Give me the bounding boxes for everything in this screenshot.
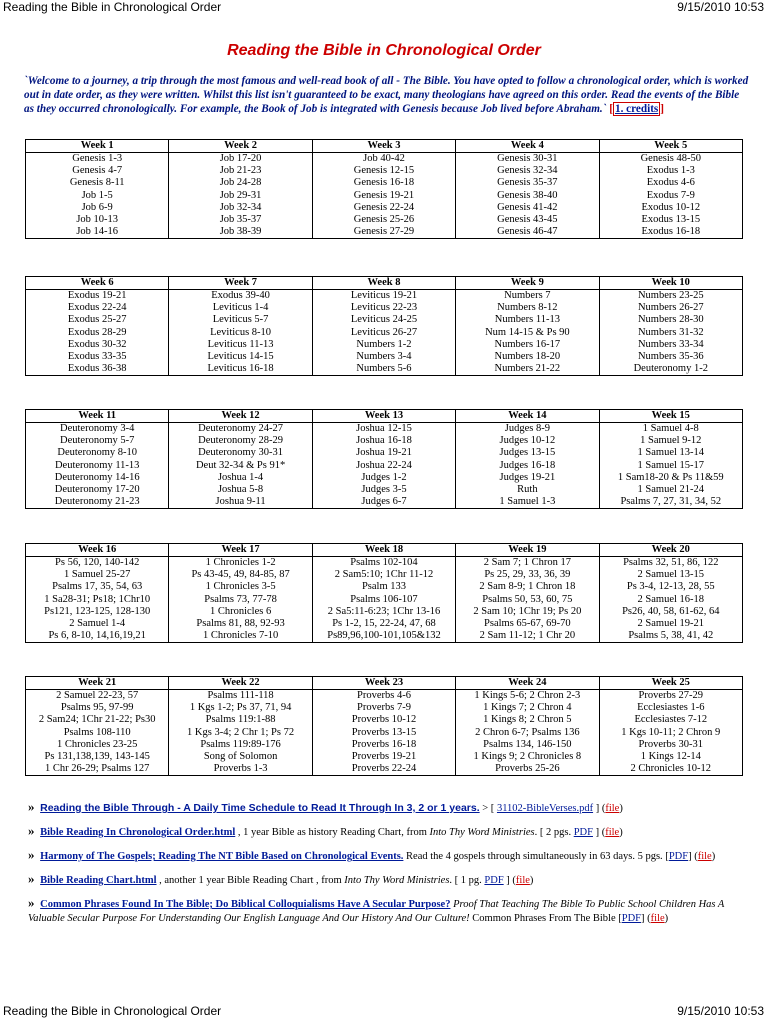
week-readings (26, 557, 169, 643)
reading-item: 1 Samuel 15-17 (637, 459, 705, 471)
credits-link[interactable]: 1. credits (614, 103, 659, 115)
reading-item: Numbers 31-32 (637, 326, 704, 338)
week-readings (26, 423, 169, 509)
footer-title: Reading the Bible in Chronological Order (3, 1004, 222, 1018)
week-header: Week 16 (26, 544, 169, 557)
reading-item: 1 Chronicles 3-5 (205, 581, 276, 593)
week-header: Week 24 (456, 677, 599, 690)
reading-item: 1 Chr 26-29; Psalms 127 (44, 763, 150, 775)
reading-item: Joshua 22-24 (356, 459, 412, 471)
reading-item: Joshua 16-18 (356, 435, 412, 447)
reading-item: 2 Sam 11-12; 1 Chr 20 (479, 630, 576, 642)
reading-item: Judges 1-2 (361, 471, 407, 483)
harmony-gospels-link[interactable]: Harmony of The Gospels; Reading The NT Bible Based on Chronological Events. (40, 851, 404, 862)
file-link[interactable]: file (697, 851, 712, 862)
reading-item: Deuteronomy 8-10 (57, 447, 137, 459)
reading-item: Proverbs 22-24 (351, 763, 417, 775)
file-link[interactable]: file (605, 827, 620, 838)
reading-item: Proverbs 25-26 (495, 763, 560, 775)
week-header: Week 1 (26, 140, 169, 153)
reading-item: 2 Chronicles 10-12 (630, 763, 712, 775)
reading-item: Psalms 65-67, 69-70 (484, 618, 571, 630)
reading-item: Numbers 26-27 (637, 302, 704, 314)
reading-item: Numbers 35-36 (637, 351, 704, 363)
reading-item: 2 Samuel 19-21 (637, 618, 705, 630)
reading-item: Job 21-23 (219, 165, 262, 177)
reading-item: Genesis 12-15 (353, 165, 415, 177)
reading-item: Judges 3-5 (361, 484, 407, 496)
week-header: Week 10 (599, 277, 742, 290)
arrow-icon: » (28, 823, 35, 838)
reading-item: 1 Samuel 1-3 (499, 496, 556, 508)
reading-item: Job 17-20 (219, 153, 262, 164)
reading-item: Judges 8-9 (504, 423, 550, 434)
pdf-link[interactable]: PDF (621, 913, 641, 924)
reading-item: Psalms 102-104 (350, 557, 418, 568)
link-item: » Bible Reading Chart.html , another 1 year Bible Reading Chart , from Into Thy Word Ministries. [ 1 pg. PDF ] (file) (28, 871, 534, 886)
reading-item: Joshua 1-4 (217, 471, 264, 483)
week-readings (312, 690, 455, 776)
reading-item: Exodus 7-9 (646, 189, 695, 201)
reading-item: Job 24-28 (219, 177, 262, 189)
reading-item: Leviticus 19-21 (350, 290, 418, 301)
reading-item: Ps 3-4, 12-13, 28, 55 (626, 581, 715, 593)
reading-item: Numbers 23-25 (637, 290, 704, 301)
reading-item: Exodus 10-12 (641, 201, 701, 213)
reading-item: 1 Chronicles 7-10 (202, 630, 279, 642)
week-readings (599, 423, 742, 509)
reading-item: Deuteronomy 14-16 (54, 471, 140, 483)
header-title: Reading the Bible in Chronological Order (3, 0, 222, 14)
reading-item: Judges 16-18 (499, 459, 556, 471)
reading-item: Proverbs 13-15 (351, 726, 417, 738)
reading-item: Ps89,96,100-101,105&132 (327, 630, 441, 642)
week-readings (312, 557, 455, 643)
link-item: » Harmony of The Gospels; Reading The NT Bible Based on Chronological Events. Read the 4 gospels through simultaneously in 63 days. 5 pgs. [PDF] (file) (28, 847, 716, 862)
week-readings (456, 423, 599, 509)
reading-item: Judges 13-15 (499, 447, 556, 459)
reading-item: Psalms 108-110 (63, 726, 131, 738)
reading-item: Exodus 13-15 (641, 214, 701, 226)
week-readings (456, 690, 599, 776)
reading-item: Judges 19-21 (499, 471, 556, 483)
week-table (25, 276, 743, 376)
reading-item: Exodus 28-29 (67, 326, 127, 338)
reading-item: Deuteronomy 1-2 (633, 363, 708, 375)
reading-item: Leviticus 1-4 (212, 302, 269, 314)
reading-item: Joshua 19-21 (356, 447, 412, 459)
reading-item: Deut 32-34 & Ps 91* (195, 459, 286, 471)
reading-item: Exodus 33-35 (67, 351, 127, 363)
week-header: Week 17 (169, 544, 312, 557)
week-header: Week 15 (599, 410, 742, 423)
reading-item: Numbers 3-4 (356, 351, 412, 363)
reading-item: Genesis 8-11 (69, 177, 125, 189)
reading-item: Leviticus 5-7 (212, 314, 269, 326)
reading-item: Ps26, 40, 58, 61-62, 64 (622, 605, 720, 617)
week-readings (26, 153, 169, 239)
reading-item: Numbers 18-20 (494, 351, 561, 363)
reading-item: Proverbs 30-31 (638, 738, 703, 750)
week-header: Week 5 (599, 140, 742, 153)
reading-item: 2 Sam 8-9; 1 Chron 18 (479, 581, 576, 593)
reading-item: Ecclesiastes 7-12 (634, 714, 708, 726)
week-readings (169, 153, 312, 239)
reading-item: Joshua 12-15 (356, 423, 412, 434)
reading-item: Job 14-16 (76, 226, 119, 238)
reading-item: 2 Chron 6-7; Psalms 136 (475, 726, 580, 738)
reading-item: Ps 56, 120, 140-142 (55, 557, 140, 568)
reading-item: Numbers 1-2 (356, 338, 412, 350)
reading-item: Genesis 43-45 (497, 214, 558, 226)
reading-item: 1 Kings 9; 2 Chronicles 8 (473, 751, 582, 763)
reading-item: Psalms 106-107 (350, 593, 418, 605)
reading-item: Genesis 27-29 (353, 226, 415, 238)
footer-datetime: 9/15/2010 10:53 (677, 1004, 764, 1018)
reading-item: Numbers 28-30 (637, 314, 704, 326)
reading-item: Leviticus 22-23 (350, 302, 418, 314)
reading-item: Ps121, 123-125, 128-130 (44, 605, 151, 617)
reading-item: Exodus 1-3 (646, 165, 695, 177)
file-link[interactable]: file (605, 803, 620, 814)
week-table (25, 676, 743, 776)
reading-item: Ecclesiastes 1-6 (637, 702, 705, 714)
reading-item: 2 Sam24; 1Chr 21-22; Ps30 (38, 714, 156, 726)
file-link[interactable]: file (650, 913, 665, 924)
reading-item: Deuteronomy 24-27 (198, 423, 284, 434)
week-readings (169, 290, 312, 376)
reading-item: Psalms 134, 146-150 (483, 738, 572, 750)
reading-item: 2 Sam 10; 1Chr 19; Ps 20 (473, 605, 582, 617)
page-title: Reading the Bible in Chronological Order (227, 42, 541, 59)
reading-item: Job 6-9 (81, 201, 113, 213)
reading-item: 1 Kings 12-14 (640, 751, 701, 763)
reading-item: Proverbs 7-9 (357, 702, 411, 714)
reading-item: Psalms 73, 77-78 (204, 593, 277, 605)
reading-item: Exodus 22-24 (67, 302, 127, 314)
reading-item: Psalms 95, 97-99 (60, 702, 134, 714)
reading-item: Exodus 4-6 (646, 177, 695, 189)
reading-item: Psalms 50, 53, 60, 75 (482, 593, 573, 605)
reading-item: 1 Samuel 4-8 (642, 423, 699, 434)
reading-item: Job 1-5 (81, 189, 113, 201)
week-header: Week 6 (26, 277, 169, 290)
reading-item: Ps 43-45, 49, 84-85, 87 (191, 569, 290, 581)
reading-item: Genesis 32-34 (497, 165, 558, 177)
reading-item: Psalms 32, 51, 86, 122 (623, 557, 719, 568)
reading-item: Exodus 25-27 (67, 314, 127, 326)
common-phrases-link[interactable]: Common Phrases Found In The Bible; Do Biblical Colloquialisms Have A Secular Purpose? (40, 899, 451, 910)
reading-item: 2 Samuel 13-15 (637, 569, 705, 581)
header-datetime: 9/15/2010 10:53 (677, 0, 764, 14)
reading-item: 2 Samuel 1-4 (69, 618, 126, 630)
reading-item: 2 Samuel 22-23, 57 (56, 690, 139, 701)
reading-item: Judges 6-7 (361, 496, 407, 508)
reading-item: 1 Sam18-20 & Ps 11&59 (617, 471, 724, 483)
reading-item: 1 Chronicles 1-2 (205, 557, 276, 568)
reading-chart-link[interactable]: Bible Reading Chart.html (40, 875, 157, 886)
reading-item: Exodus 36-38 (67, 363, 127, 375)
credits-link-wrap: [ 1. credits ] (609, 103, 665, 115)
week-header: Week 3 (312, 140, 455, 153)
week-header: Week 20 (599, 544, 742, 557)
reading-item: 1 Kgs 3-4; 2 Chr 1; Ps 72 (187, 726, 295, 738)
reading-item: 1 Samuel 13-14 (637, 447, 705, 459)
reading-item: Genesis 1-3 (72, 153, 123, 164)
week-header: Week 25 (599, 677, 742, 690)
reading-item: 1 Kings 5-6; 2 Chron 2-3 (474, 690, 581, 701)
reading-item: Genesis 46-47 (497, 226, 558, 238)
reading-item: Exodus 30-32 (67, 338, 127, 350)
week-header: Week 8 (312, 277, 455, 290)
reading-item: Exodus 16-18 (641, 226, 701, 238)
reading-item: Proverbs 27-29 (638, 690, 703, 701)
week-readings (456, 557, 599, 643)
reading-item: Deuteronomy 21-23 (54, 496, 140, 508)
reading-item: 1 Kgs 10-11; 2 Chron 9 (621, 726, 721, 738)
reading-item: Deuteronomy 3-4 (60, 423, 135, 434)
week-readings (169, 690, 312, 776)
reading-item: Job 40-42 (363, 153, 405, 164)
arrow-icon: » (28, 871, 35, 886)
intro-text: `Welcome to a journey, a trip through the most famous and well-read book of all - The Bible. You have opted to follow a chronological order, which is worked out in date order, as they were written. Whilst this list isn't guaranteed to be exact, many theologians have agreed on this order. Read the events of the Bible as they occurred chronologically. For example, the Book of Job is integrated with Genesis because Job lived before Abraham.` (24, 75, 749, 115)
reading-item: Deuteronomy 5-7 (60, 435, 135, 447)
reading-item: Joshua 9-11 (215, 496, 266, 508)
week-readings (456, 290, 599, 376)
arrow-icon: » (28, 799, 35, 814)
week-table (25, 409, 743, 509)
reading-item: Proverbs 10-12 (351, 714, 417, 726)
reading-item: Job 32-34 (219, 201, 262, 213)
chronological-order-link[interactable]: Bible Reading In Chronological Order.html (40, 827, 236, 838)
reading-item: Psalms 17, 35, 54, 63 (52, 581, 143, 593)
week-readings (312, 423, 455, 509)
reading-item: Deuteronomy 28-29 (198, 435, 284, 447)
week-readings (169, 557, 312, 643)
reading-item: Genesis 41-42 (497, 201, 558, 213)
week-readings (599, 557, 742, 643)
reading-item: Leviticus 26-27 (350, 326, 418, 338)
reading-item: Leviticus 11-13 (207, 338, 274, 350)
reading-item: 1 Kings 8; 2 Chron 5 (483, 714, 572, 726)
reading-item: Ps 25, 29, 33, 36, 39 (484, 569, 571, 581)
intro-paragraph (24, 74, 750, 116)
week-header: Week 7 (169, 277, 312, 290)
reading-item: Ps 1-2, 15, 22-24, 47, 68 (332, 618, 436, 630)
week-readings (312, 290, 455, 376)
reading-item: Genesis 4-7 (72, 165, 123, 177)
reading-item: Psalms 81, 88, 92-93 (196, 618, 285, 630)
reading-item: Proverbs 4-6 (357, 690, 411, 701)
reading-item: Leviticus 16-18 (207, 363, 274, 375)
reading-item: Num 14-15 & Ps 90 (485, 326, 570, 338)
reading-item: Proverbs 16-18 (351, 738, 417, 750)
reading-item: Job 38-39 (219, 226, 262, 238)
print-header (0, 0, 768, 18)
reading-item: Leviticus 14-15 (207, 351, 274, 363)
reading-item: Judges 10-12 (499, 435, 556, 447)
link-item: » Reading the Bible Through - A Daily Time Schedule to Read It Through In 3, 2 or 1 years. > [ 31102-BibleVerses.pdf ] (file) (28, 799, 623, 814)
link-item: » Bible Reading In Chronological Order.html , 1 year Bible as history Reading Chart, from Into Thy Word Ministries. [ 2 pgs. PDF ] (file) (28, 823, 623, 838)
week-readings (312, 153, 455, 239)
reading-item: Genesis 38-40 (497, 189, 558, 201)
reading-item: Numbers 11-13 (494, 314, 560, 326)
daily-schedule-link[interactable]: Reading the Bible Through - A Daily Time Schedule to Read It Through In 3, 2 or 1 years. (40, 802, 480, 814)
week-readings (169, 423, 312, 509)
reading-item: Numbers 33-34 (637, 338, 704, 350)
reading-item: Genesis 35-37 (497, 177, 558, 189)
reading-item: Leviticus 8-10 (210, 326, 272, 338)
week-readings (26, 290, 169, 376)
reading-item: Job 10-13 (76, 214, 119, 226)
reading-item: Genesis 48-50 (640, 153, 701, 164)
reading-item: 2 Sam5:10; 1Chr 11-12 (334, 569, 434, 581)
reading-item: Numbers 16-17 (494, 338, 561, 350)
reading-item: Proverbs 19-21 (351, 751, 417, 763)
reading-item: Deuteronomy 11-13 (54, 459, 140, 471)
week-header: Week 21 (26, 677, 169, 690)
week-header: Week 22 (169, 677, 312, 690)
week-header: Week 13 (312, 410, 455, 423)
reading-item: Psalm 133 (361, 581, 406, 593)
reading-item: Psalms 7, 27, 31, 34, 52 (620, 496, 722, 508)
week-readings (26, 690, 169, 776)
file-link[interactable]: file (515, 875, 530, 886)
week-readings (456, 153, 599, 239)
link-item: » Common Phrases Found In The Bible; Do Biblical Colloquialisms Have A Secular Purpose? Proof That Teaching The Bible To Public School Children Has A Valuable Secular Purpose For Understanding Our English Language And Our History And Our Culture! Common Phrases From The Bible [PDF] (file) (28, 895, 725, 924)
reading-item: Genesis 19-21 (353, 189, 415, 201)
reading-item: 2 Samuel 16-18 (637, 593, 705, 605)
reading-item: 1 Kings 7; 2 Chron 4 (483, 702, 572, 714)
reading-item: Song of Solomon (203, 751, 278, 763)
arrow-icon: » (28, 895, 35, 910)
week-header: Week 18 (312, 544, 455, 557)
reading-item: 1 Chronicles 6 (209, 605, 272, 617)
reading-item: Numbers 21-22 (494, 363, 561, 375)
week-readings (599, 290, 742, 376)
pdf-link[interactable]: PDF (668, 851, 689, 862)
reading-item: 1 Sa28-31; Ps18; 1Chr10 (44, 593, 151, 605)
reading-item: 2 Sa5:11-6:23; 1Chr 13-16 (327, 605, 441, 617)
week-header: Week 12 (169, 410, 312, 423)
week-header: Week 11 (26, 410, 169, 423)
reading-item: Psalms 5, 38, 41, 42 (628, 630, 714, 642)
reading-item: Joshua 5-8 (217, 484, 264, 496)
reading-item: Deuteronomy 30-31 (198, 447, 284, 459)
reading-item: Psalms 119:89-176 (200, 738, 281, 750)
reading-item: Exodus 19-21 (67, 290, 127, 301)
reading-item: Ps 131,138,139, 143-145 (44, 751, 150, 763)
arrow-icon: » (28, 847, 35, 862)
week-header: Week 19 (456, 544, 599, 557)
reading-item: 1 Samuel 9-12 (640, 435, 702, 447)
week-header: Week 23 (312, 677, 455, 690)
reading-item: Numbers 8-12 (497, 302, 558, 314)
reading-item: Proverbs 1-3 (213, 763, 268, 775)
reading-item: 1 Kgs 1-2; Ps 37, 71, 94 (189, 702, 292, 714)
reading-item: Psalms 111-118 (207, 690, 274, 701)
reading-item: Exodus 39-40 (211, 290, 270, 301)
bibleverses-pdf-link[interactable]: 31102-BibleVerses.pdf (496, 803, 594, 814)
reading-item: Job 29-31 (219, 189, 262, 201)
week-header: Week 9 (456, 277, 599, 290)
print-footer (0, 1004, 768, 1022)
reading-item: Job 35-37 (219, 214, 262, 226)
related-links (28, 800, 743, 934)
reading-item: 1 Samuel 25-27 (63, 569, 131, 581)
reading-item: Genesis 22-24 (353, 201, 415, 213)
reading-item: Genesis 30-31 (497, 153, 558, 164)
week-readings (599, 153, 742, 239)
reading-item: Leviticus 24-25 (350, 314, 418, 326)
reading-item: Deuteronomy 17-20 (54, 484, 140, 496)
reading-item: 1 Chronicles 23-25 (56, 738, 138, 750)
week-readings (599, 690, 742, 776)
week-header: Week 4 (456, 140, 599, 153)
reading-item: 1 Samuel 21-24 (637, 484, 705, 496)
reading-item: Genesis 16-18 (353, 177, 415, 189)
week-table (25, 543, 743, 643)
reading-item: Ps 6, 8-10, 14,16,19,21 (48, 630, 146, 642)
reading-item: Numbers 5-6 (356, 363, 412, 375)
pdf-link[interactable]: PDF (573, 827, 593, 838)
reading-item: Ruth (517, 484, 538, 496)
pdf-link[interactable]: PDF (484, 875, 504, 886)
reading-item: Psalms 119:1-88 (205, 714, 276, 726)
reading-item: 2 Sam 7; 1 Chron 17 (483, 557, 571, 568)
week-table (25, 139, 743, 239)
reading-item: Genesis 25-26 (353, 214, 415, 226)
week-header: Week 2 (169, 140, 312, 153)
week-header: Week 14 (456, 410, 599, 423)
reading-item: Numbers 7 (504, 290, 551, 301)
